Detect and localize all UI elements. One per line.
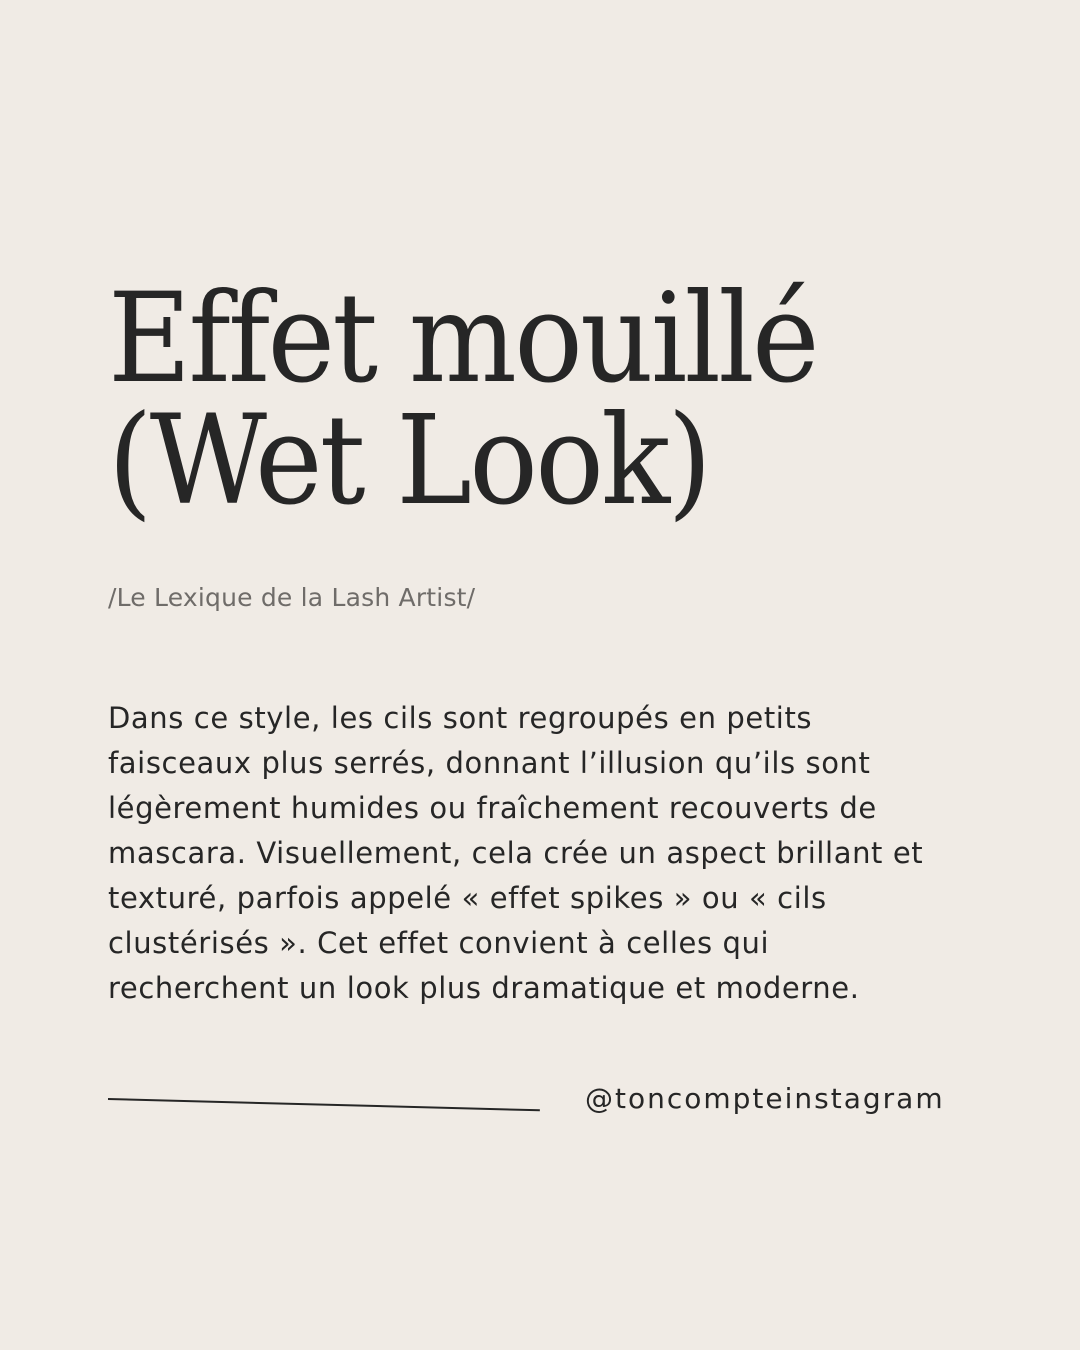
page-title-line-1: Effet mouillé — [108, 267, 817, 411]
subtitle: /Le Lexique de la Lash Artist/ — [108, 583, 476, 612]
instagram-handle: @toncompteinstagram — [585, 1082, 945, 1115]
divider-line — [108, 1098, 540, 1111]
definition-text: Dans ce style, les cils sont regroupés en petits faisceaux plus serrés, donnant l’illusion qu’ils sont légèrement humides ou fraîchement recouverts de mascara. Visuellement, cela crée un aspect brillant et texturé, parfois appelé « effet spikes » ou « cils clustérisés ». Cet effet convient à celles qui recherchent un look plus dramatique et moderne. — [108, 701, 924, 1005]
page-title — [108, 267, 936, 533]
page-title-line-2: (Wet Look) — [108, 389, 710, 533]
